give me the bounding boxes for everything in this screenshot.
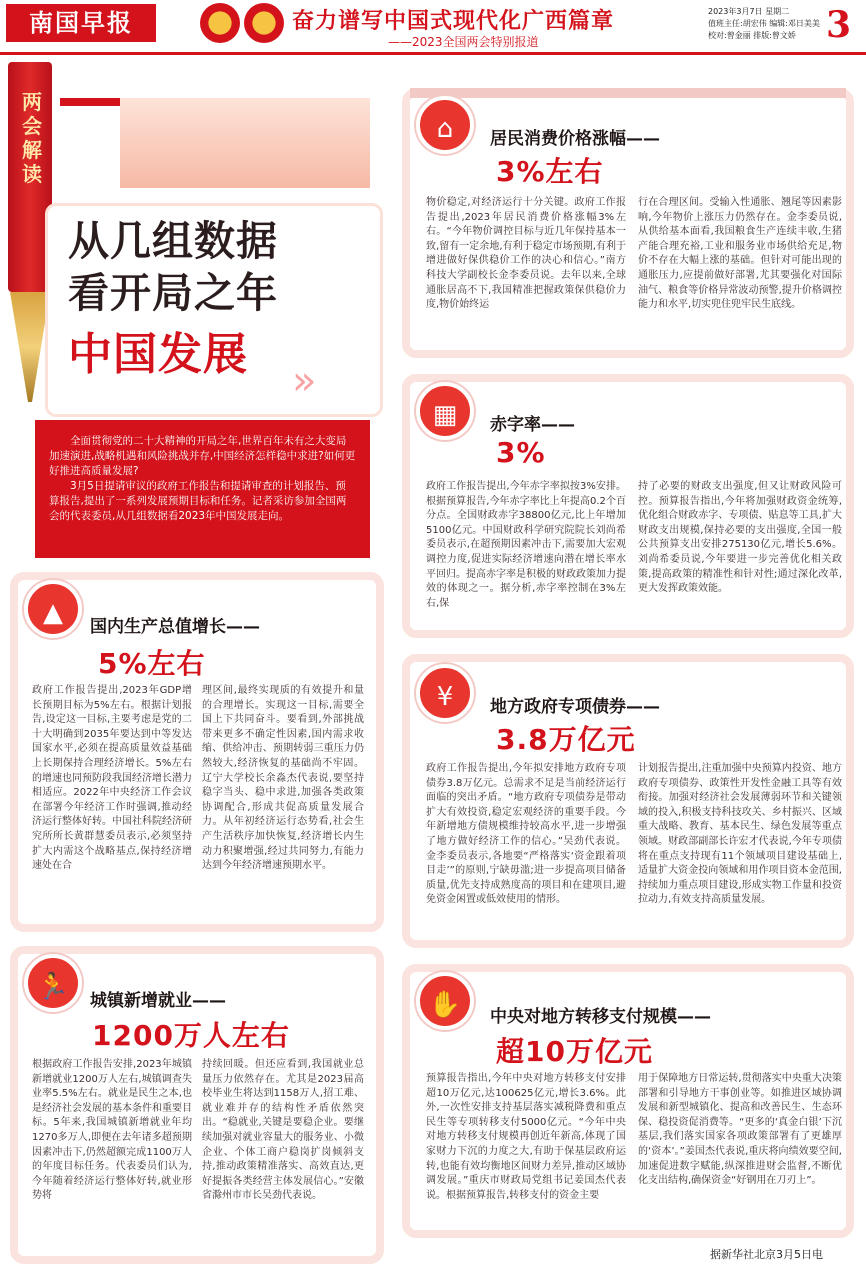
feature-title-line3: 中国发展 xyxy=(68,329,248,380)
text-column: 用于保障地方日常运转,贯彻落实中央重大决策部署和引导地方干事创业等。如推进区域协调发展和新型城镇化、提高和改善民生、生态环保、稳投资促消费等。“更多的‘真金白银’下沉基层,我们落实国家各项政策部署有了更雄厚的‘资本’。”姜国杰代表说,重庆将向绩效要空间,加速促进数字赋能,纵深推进财会监督,不断优化支出结构,确保资金“好钢用在刀刃上”。 xyxy=(638,1073,842,1187)
section-title: 居民消费价格涨幅—— xyxy=(490,129,660,149)
newspaper-logo: 南国早报 xyxy=(6,4,156,42)
transfer-card xyxy=(402,964,854,1238)
text-column: 政府工作报告提出,今年拟安排地方政府专项债券3.8万亿元。总需求不足是当前经济运行面临的突出矛盾。“地方政府专项债券是带动扩大有效投资,稳定宏观经济的重要手段。今年新增地方债规模维持较高水平,进一步增强了地方做好经济工作的信心。”吴劲代表说。金李委员表示,各地要“严格落实‘资金跟着项目走’”的原则,宁缺毋滥;进一步提高项目储备质量,优先支持成熟度高的项目和在建项目,避免资金闲置或低效使用的情形。 xyxy=(426,763,626,906)
text-column: 行在合理区间。受输入性通胀、翘尾等因素影响,今年物价上涨压力仍然存在。金李委员说,从供给基本面看,我国粮食生产连续丰收,生猪产能合理充裕,工业和服务业市场供给充足,物价不存在大幅上涨的基础。但针对可能出现的通胀压力,应提前做好部署,尤其要强化对国际油气、粮食等价格异常波动预警,提升价格调控能力和水平,切实兜住兜牢民生底线。 xyxy=(638,197,842,311)
page-number: 3 xyxy=(826,4,852,46)
proof-credit: 校对:曾金丽 排版:曾文娇 xyxy=(708,31,796,40)
section-value: 3.8万亿元 xyxy=(496,723,636,756)
section-title: 国内生产总值增长—— xyxy=(90,617,260,637)
pen-nib-icon xyxy=(10,292,50,402)
cityscape-illustration xyxy=(120,98,370,188)
section-value: 超10万亿元 xyxy=(496,1035,653,1068)
feature-title-line2: 看开局之年 xyxy=(68,269,278,317)
bonds-card xyxy=(402,654,854,948)
deficit-card xyxy=(402,374,854,638)
intro-paragraph: 全面贯彻党的二十大精神的开局之年,世界百年未有之大变局加速演进,战略机遇和风险挑战并存,中国经济怎样稳中求进?如何更好推进高质量发展? xyxy=(49,435,356,477)
arrows-decoration-icon: » xyxy=(292,358,317,404)
cpi-card xyxy=(402,88,854,358)
text-column: 预算报告指出,今年中央对地方转移支付安排超10万亿元,达100625亿元,增长3.6%。此外,一次性安排支持基层落实减税降费和重点民生等专项转移支付5000亿元。“今年中央对地方转移支付规模再创近年新高,体现了国家财力下沉的力度之大,有助于保基层政府运转,也能有效均衡地区间财力差异,推动区域协调发展。”重庆市财政局党组书记姜国杰代表说。根据预算报告,转移支付的资金主要 xyxy=(426,1073,626,1201)
issue-date: 2023年3月7日 星期二 xyxy=(708,7,790,16)
running-people-icon: 🏃 xyxy=(24,954,82,1012)
section-value: 5%左右 xyxy=(98,647,206,680)
house-icon: ⌂ xyxy=(416,96,474,154)
editor-credit: 值班主任:胡宏伟 编辑:邓日美美 xyxy=(708,19,820,28)
text-column: 持了必要的财政支出强度,但又让财政风险可控。预算报告指出,今年将加强财政资金统筹,优化组合财政赤字、专项债、贴息等工具,扩大财政支出规模,保持必要的支出强度,全国一般公共预算支出安排275130亿元,增长5.6%。刘尚希委员说,今年要进一步完善优化相关政策,提高政策的精准性和针对性;通过深化改革,更大发挥政策效能。 xyxy=(638,481,842,595)
gdp-card xyxy=(10,572,384,932)
section-title: 城镇新增就业—— xyxy=(90,991,226,1011)
text-column: 持续回暖。但还应看到,我国就业总量压力依然存在。尤其是2023届高校毕业生将达到1158万人,招工难、就业难并存的结构性矛盾依然突出。“稳就业,关键是要稳企业。要继续加强对就业容量大的服务业、小微企业、个体工商户稳岗扩岗倾斜支持,推动政策精准落实、高效直达,更好提振各类经营主体发展信心。”安徽省滁州市市长吴劲代表说。 xyxy=(202,1059,364,1202)
growth-chart-icon: ▲ xyxy=(24,580,82,638)
feature-tag: 两会解读 xyxy=(22,90,42,186)
source-credit: 据新华社北京3月5日电 xyxy=(710,1248,823,1261)
hand-icon: ✋ xyxy=(416,972,474,1030)
text-column: 计划报告提出,注重加强中央预算内投资、地方政府专项债券、政策性开发性金融工具等有效衔接。加强对经济社会发展薄弱环节和关键领域的投入,积极支持科技攻关、乡村振兴、区域重大战略、教育、基本民生、绿色发展等重点领域。财政部副部长许宏才代表说,今年专项债将在重点支持现有11个领域项目建设基础上,适量扩大资金投向领域和用作项目资本金范围,持续加力重点项目建设,形成实物工作量和投资拉动力,有效支持高质量发展。 xyxy=(638,763,842,906)
text-column: 政府工作报告提出,今年赤字率拟按3%安排。根据预算报告,今年赤字率比上年提高0.2个百分点。全国财政赤字38800亿元,比上年增加5100亿元。中国财政科学研究院院长刘尚希委员表示,在超预期因素冲击下,需要加大宏观调控力度,促进实际经济增速向潜在增长率水平回归。提高赤字率是积极的财政政策加力提效的体现之一。据分析,赤字率控制在3%左右,保 xyxy=(426,481,626,609)
feature-title-line1: 从几组数据 xyxy=(68,217,278,265)
text-column: 理区间,最终实现质的有效提升和量的合理增长。实现这一目标,需要全国上下共同奋斗。要看到,外部挑战带来更多不确定性因素,国内需求收缩、供给冲击、预期转弱三重压力仍然较大,经济恢复的基础尚不牢固。辽宁大学校长余淼杰代表说,要坚持稳字当头、稳中求进,加强各类政策协调配合,形成共促高质量发展合力。从年初经济运行态势看,社会生产生活秩序加快恢复,经济增长内生动力积聚增强,经过共同努力,有能力达到今年经济增速预期水平。 xyxy=(202,685,364,872)
section-value: 3%左右 xyxy=(496,155,604,188)
feature-intro xyxy=(35,420,370,558)
section-title: 地方政府专项债券—— xyxy=(490,697,660,717)
jobs-card xyxy=(10,946,384,1264)
page-header xyxy=(0,0,866,50)
page-headline: 奋力谱写中国式现代化广西篇章 xyxy=(292,9,615,34)
text-column: 根据政府工作报告安排,2023年城镇新增就业1200万人左右,城镇调查失业率5.5%左右。就业是民生之本,也是经济社会发展的基本条件和重要目标。5年来,我国城镇新增就业年均1270多万人,即便在去年诸多超预期因素冲击下,仍然超额完成1100万人的年度目标任务。代表委员们认为,今年随着经济运行整体好转,就业形势将 xyxy=(32,1059,192,1202)
section-title: 中央对地方转移支付规模—— xyxy=(490,1007,711,1027)
section-title: 赤字率—— xyxy=(490,415,575,435)
money-bag-icon: ¥ xyxy=(416,664,474,722)
section-value: 3% xyxy=(496,436,546,469)
section-value: 1200万人左右 xyxy=(92,1019,290,1052)
text-column: 政府工作报告提出,2023年GDP增长预期目标为5%左右。根据计划报告,设定这一目标,主要考虑是党的二十大明确到2035年要达到中等发达国家水平,必须在提高质量效益基础上长期保持合理经济增长。5%左右的增速也同预防段我国经济增长潜力相适应。2022年中央经济工作会议在部署今年经济工作时强调,推动经济运行整体好转。中国社科院经济研究所所长黄群慧委员表示,必须坚持扩大内需这个战略基点,保持经济增速处在合 xyxy=(32,685,192,872)
party-emblem-icon xyxy=(244,3,284,43)
calculator-icon: ▦ xyxy=(416,382,474,440)
card-top-bar xyxy=(410,88,846,98)
issue-meta xyxy=(708,6,820,42)
intro-paragraph: 3月5日提请审议的政府工作报告和提请审查的计划报告、预算报告,提出了一系列发展预期目标和任务。记者采访参加全国两会的代表委员,从几组数据看2023年中国发展走向。 xyxy=(49,480,347,522)
text-column: 物价稳定,对经济运行十分关键。政府工作报告提出,2023年居民消费价格涨幅3%左右。“今年物价调控目标与近几年保持基本一致,留有一定余地,有利于稳定市场预期,有利于增进做好保供稳价工作的决心和信心。”南方科技大学副校长金李委员说。去年以来,全球通胀居高不下,我国精准把握政策保供稳价力度,物价始终运 xyxy=(426,197,626,311)
national-emblem-icon xyxy=(200,3,240,43)
page-subhead: ——2023全国两会特别报道 xyxy=(388,35,539,49)
header-rule xyxy=(0,52,866,55)
